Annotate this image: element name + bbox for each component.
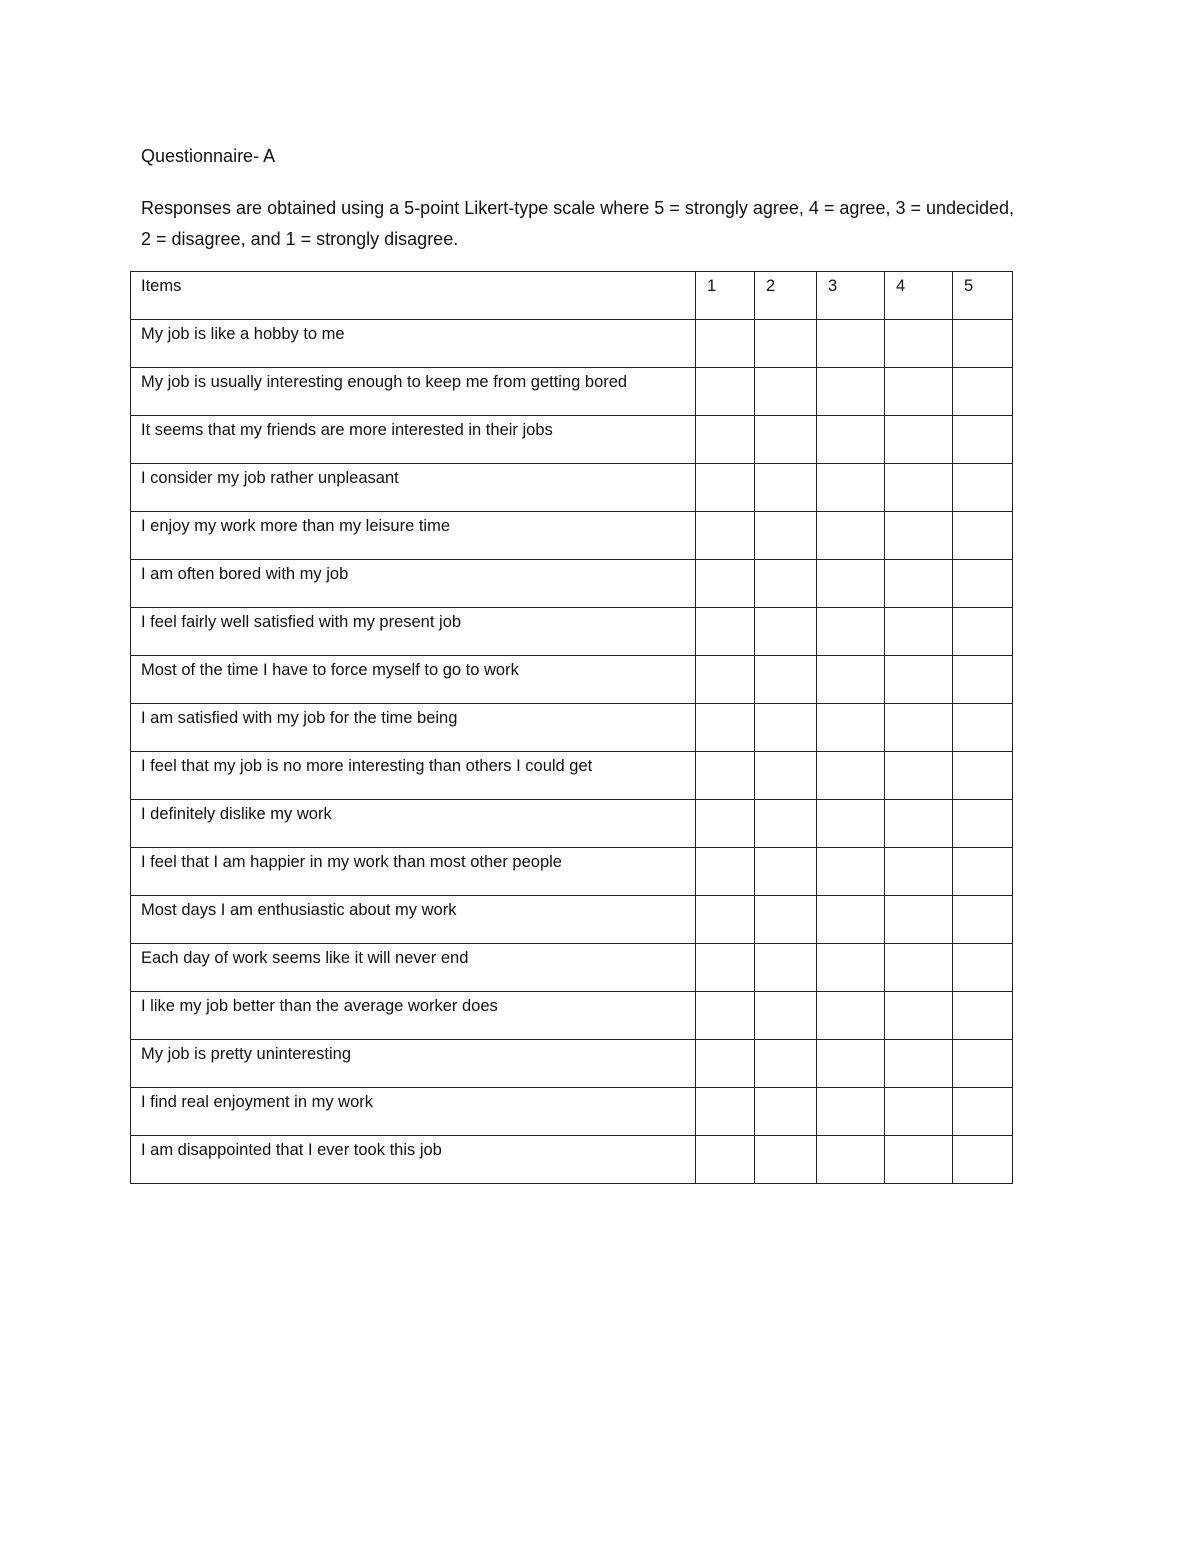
response-cell-3[interactable] xyxy=(817,608,885,656)
response-cell-4[interactable] xyxy=(885,800,953,848)
table-row xyxy=(131,560,1013,608)
item-statement: I feel that my job is no more interesting than others I could get xyxy=(131,752,696,800)
response-cell-5[interactable] xyxy=(953,992,1013,1040)
response-cell-4[interactable] xyxy=(885,1040,953,1088)
item-statement: I consider my job rather unpleasant xyxy=(131,464,696,512)
response-cell-3[interactable] xyxy=(817,656,885,704)
item-statement: I find real enjoyment in my work xyxy=(131,1088,696,1136)
response-cell-4[interactable] xyxy=(885,560,953,608)
response-cell-3[interactable] xyxy=(817,560,885,608)
item-statement: Each day of work seems like it will never end xyxy=(131,944,696,992)
response-cell-2[interactable] xyxy=(755,1088,817,1136)
response-cell-4[interactable] xyxy=(885,368,953,416)
response-cell-3[interactable] xyxy=(817,1088,885,1136)
table-header-row xyxy=(131,272,1013,320)
page-title: Questionnaire- A xyxy=(141,146,276,166)
table-row xyxy=(131,608,1013,656)
response-cell-1[interactable] xyxy=(696,896,755,944)
response-cell-3[interactable] xyxy=(817,752,885,800)
table-row xyxy=(131,704,1013,752)
scale-2-header: 2 xyxy=(755,272,817,320)
response-cell-5[interactable] xyxy=(953,848,1013,896)
response-cell-5[interactable] xyxy=(953,1040,1013,1088)
item-statement: I feel fairly well satisfied with my present job xyxy=(131,608,696,656)
response-cell-2[interactable] xyxy=(755,752,817,800)
response-cell-5[interactable] xyxy=(953,416,1013,464)
response-cell-5[interactable] xyxy=(953,800,1013,848)
table-row xyxy=(131,416,1013,464)
response-cell-2[interactable] xyxy=(755,560,817,608)
response-cell-2[interactable] xyxy=(755,1040,817,1088)
response-cell-1[interactable] xyxy=(696,608,755,656)
response-cell-3[interactable] xyxy=(817,896,885,944)
table-row xyxy=(131,752,1013,800)
response-cell-1[interactable] xyxy=(696,848,755,896)
response-cell-5[interactable] xyxy=(953,512,1013,560)
response-cell-1[interactable] xyxy=(696,800,755,848)
table-row xyxy=(131,656,1013,704)
table-row xyxy=(131,992,1013,1040)
response-cell-1[interactable] xyxy=(696,320,755,368)
item-statement: I like my job better than the average worker does xyxy=(131,992,696,1040)
response-cell-4[interactable] xyxy=(885,752,953,800)
response-cell-1[interactable] xyxy=(696,992,755,1040)
response-cell-4[interactable] xyxy=(885,992,953,1040)
item-statement: It seems that my friends are more interested in their jobs xyxy=(131,416,696,464)
item-statement: My job is pretty uninteresting xyxy=(131,1040,696,1088)
scale-4-header: 4 xyxy=(885,272,953,320)
response-cell-2[interactable] xyxy=(755,656,817,704)
response-cell-3[interactable] xyxy=(817,800,885,848)
likert-table-body xyxy=(131,320,1013,1184)
response-cell-1[interactable] xyxy=(696,560,755,608)
item-statement: Most days I am enthusiastic about my work xyxy=(131,896,696,944)
table-row xyxy=(131,1040,1013,1088)
response-cell-5[interactable] xyxy=(953,704,1013,752)
item-statement: I am satisfied with my job for the time being xyxy=(131,704,696,752)
item-statement: Most of the time I have to force myself to go to work xyxy=(131,656,696,704)
item-statement: I enjoy my work more than my leisure time xyxy=(131,512,696,560)
item-statement: My job is like a hobby to me xyxy=(131,320,696,368)
response-cell-3[interactable] xyxy=(817,992,885,1040)
response-cell-2[interactable] xyxy=(755,608,817,656)
response-cell-3[interactable] xyxy=(817,512,885,560)
table-row xyxy=(131,944,1013,992)
response-cell-2[interactable] xyxy=(755,416,817,464)
response-cell-1[interactable] xyxy=(696,368,755,416)
response-cell-5[interactable] xyxy=(953,464,1013,512)
table-row xyxy=(131,512,1013,560)
response-cell-3[interactable] xyxy=(817,368,885,416)
response-cell-1[interactable] xyxy=(696,416,755,464)
response-cell-1[interactable] xyxy=(696,752,755,800)
response-cell-4[interactable] xyxy=(885,608,953,656)
response-cell-5[interactable] xyxy=(953,752,1013,800)
response-cell-2[interactable] xyxy=(755,512,817,560)
response-cell-4[interactable] xyxy=(885,416,953,464)
item-statement: I am disappointed that I ever took this job xyxy=(131,1136,696,1184)
item-statement: I am often bored with my job xyxy=(131,560,696,608)
response-cell-5[interactable] xyxy=(953,656,1013,704)
response-cell-1[interactable] xyxy=(696,656,755,704)
table-row xyxy=(131,368,1013,416)
table-row xyxy=(131,896,1013,944)
table-row xyxy=(131,1088,1013,1136)
response-cell-3[interactable] xyxy=(817,416,885,464)
response-cell-2[interactable] xyxy=(755,1136,817,1184)
table-row xyxy=(131,848,1013,896)
response-cell-4[interactable] xyxy=(885,320,953,368)
response-cell-1[interactable] xyxy=(696,1136,755,1184)
response-cell-5[interactable] xyxy=(953,944,1013,992)
instructions-paragraph: Responses are obtained using a 5-point Likert-type scale where 5 = strongly agree, 4 = agree, 3 = undecided, 2 = disagree, and 1 = strongly disagree. xyxy=(141,198,1015,249)
response-cell-5[interactable] xyxy=(953,1136,1013,1184)
response-cell-1[interactable] xyxy=(696,1088,755,1136)
response-cell-4[interactable] xyxy=(885,1136,953,1184)
response-cell-3[interactable] xyxy=(817,1136,885,1184)
scale-5-header: 5 xyxy=(953,272,1013,320)
response-cell-3[interactable] xyxy=(817,944,885,992)
response-cell-1[interactable] xyxy=(696,704,755,752)
response-cell-4[interactable] xyxy=(885,704,953,752)
response-cell-4[interactable] xyxy=(885,944,953,992)
response-cell-5[interactable] xyxy=(953,1088,1013,1136)
response-cell-5[interactable] xyxy=(953,320,1013,368)
response-cell-4[interactable] xyxy=(885,896,953,944)
response-cell-3[interactable] xyxy=(817,848,885,896)
response-cell-1[interactable] xyxy=(696,1040,755,1088)
response-cell-2[interactable] xyxy=(755,848,817,896)
items-column-header: Items xyxy=(131,272,696,320)
response-cell-1[interactable] xyxy=(696,944,755,992)
response-cell-1[interactable] xyxy=(696,512,755,560)
response-cell-2[interactable] xyxy=(755,992,817,1040)
response-cell-5[interactable] xyxy=(953,368,1013,416)
item-statement: I definitely dislike my work xyxy=(131,800,696,848)
response-cell-4[interactable] xyxy=(885,464,953,512)
item-statement: My job is usually interesting enough to keep me from getting bored xyxy=(131,368,696,416)
response-cell-2[interactable] xyxy=(755,464,817,512)
response-cell-3[interactable] xyxy=(817,464,885,512)
response-cell-4[interactable] xyxy=(885,512,953,560)
response-cell-2[interactable] xyxy=(755,320,817,368)
table-row xyxy=(131,1136,1013,1184)
response-cell-5[interactable] xyxy=(953,560,1013,608)
response-cell-2[interactable] xyxy=(755,896,817,944)
response-cell-4[interactable] xyxy=(885,848,953,896)
response-cell-1[interactable] xyxy=(696,464,755,512)
response-cell-2[interactable] xyxy=(755,800,817,848)
response-cell-2[interactable] xyxy=(755,944,817,992)
scale-3-header: 3 xyxy=(817,272,885,320)
response-cell-3[interactable] xyxy=(817,704,885,752)
item-statement: I feel that I am happier in my work than most other people xyxy=(131,848,696,896)
table-row xyxy=(131,464,1013,512)
response-cell-3[interactable] xyxy=(817,320,885,368)
response-cell-5[interactable] xyxy=(953,896,1013,944)
response-cell-4[interactable] xyxy=(885,1088,953,1136)
table-row xyxy=(131,320,1013,368)
response-cell-4[interactable] xyxy=(885,656,953,704)
response-cell-2[interactable] xyxy=(755,704,817,752)
table-row xyxy=(131,800,1013,848)
response-cell-5[interactable] xyxy=(953,608,1013,656)
scale-1-header: 1 xyxy=(696,272,755,320)
response-cell-2[interactable] xyxy=(755,368,817,416)
likert-table xyxy=(130,271,1013,1184)
response-cell-3[interactable] xyxy=(817,1040,885,1088)
